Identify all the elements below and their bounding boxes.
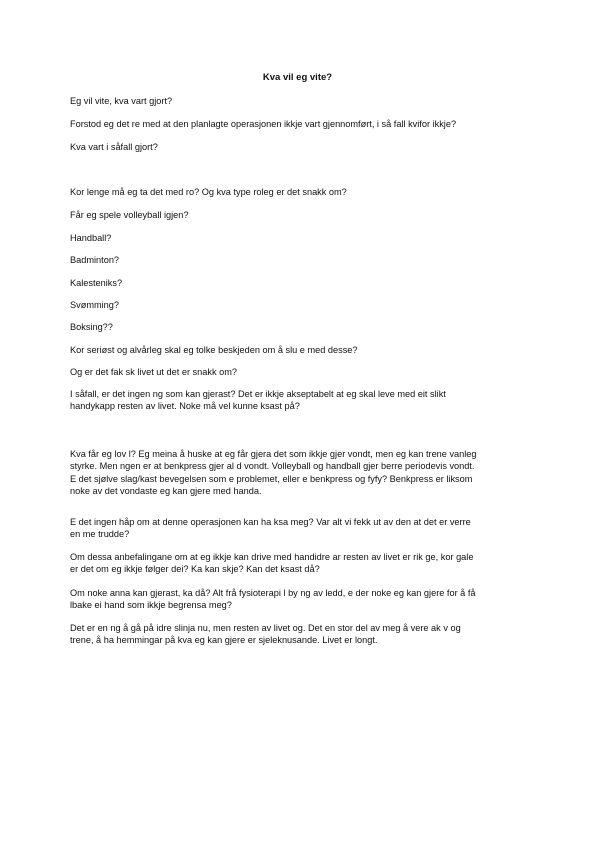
paragraph [70,299,532,311]
paragraph [70,232,532,244]
text-line: er det om eg ikkje følger dei? Ka kan skje? Kan det ksast då? [70,564,320,575]
text-line: E det sjølve slag/kast bevegelsen som e problemet, eller e benkpress og fyfy? Benkpress er liksom [70,473,473,484]
text-line: Eg vil vite, kva vart gjort? [70,96,173,106]
text-line: Handball? [70,233,112,243]
text-line: Kva får eg lov l? Eg meina å huske at eg får gjera det som ikkje gjer vondt, men eg kan trene vanleg [70,449,477,459]
paragraph [70,622,532,647]
text-line: I såfall, er det ingen ng som kan gjerast? Det er ikkje akseptabelt at eg skal leve med eit slikt [70,389,446,399]
paragraph [70,186,532,198]
text-line: en me trudde? [70,529,130,540]
text-line: Det er en ng å gå på idre slinja nu, men resten av livet og. Det en stor del av meg å vere ak v og [70,623,461,633]
text-line: lbake ei hand som ikkje begrensa meg? [70,600,232,611]
paragraph [70,321,532,333]
text-line: Kva vart i såfall gjort? [70,142,158,152]
paragraph [70,277,532,289]
text-line: Badminton? [70,255,120,265]
paragraph [70,209,532,221]
text-line: handykapp resten av livet. Noke må vel kunne ksast på? [70,401,300,412]
paragraph [70,551,532,576]
paragraph [70,388,532,413]
text-line: Og er det fak sk livet ut det er snakk om? [70,367,237,377]
text-line: Boksing?? [70,322,113,332]
text-line: trene, å ha hemmingar på kva eg kan gjere er sjeleknusande. Livet er longt. [70,635,378,646]
text-line: Kor lenge må eg ta det med ro? Og kva type roleg er det snakk om? [70,187,347,197]
document-title: Kva vil eg vite? [262,72,333,83]
text-line: Kalesteniks? [70,278,123,288]
paragraph [70,516,532,541]
text-line: Får eg spele volleyball igjen? [70,210,189,220]
text-line: noke av det vondaste eg kan gjere med handa. [70,485,262,496]
text-line: Forstod eg det re med at den planlagte operasjonen ikkje vart gjennomført, i så fall kvifor ikkje? [70,119,457,129]
text-line: Kor seriøst og alvårleg skal eg tolke beskjeden om å slu e med desse? [70,345,358,355]
text-line: Om noke anna kan gjerast, ka då? Alt frå fysioterapi l by ng av ledd, e der noke eg kan gjere for å få [70,588,476,598]
paragraph [70,448,532,497]
paragraph [70,254,532,266]
text-line: E det ingen håp om at denne operasjonen kan ha ksa meg? Var alt vi fekk ut av den at det er verre [70,517,471,527]
paragraph [70,344,532,356]
text-line: styrke. Men ngen er at benkpress gjer al d vondt. Volleyball og handball gjer berre periodevis vondt. [70,461,475,472]
paragraph [70,587,532,612]
paragraph [70,141,532,153]
paragraph [70,118,532,130]
paragraph [70,366,532,378]
paragraph [70,95,532,107]
text-line: Svømming? [70,300,120,310]
text-line: Om dessa anbefalingane om at eg ikkje kan drive med handidre ar resten av livet er rik ge, kor gale [70,552,474,562]
